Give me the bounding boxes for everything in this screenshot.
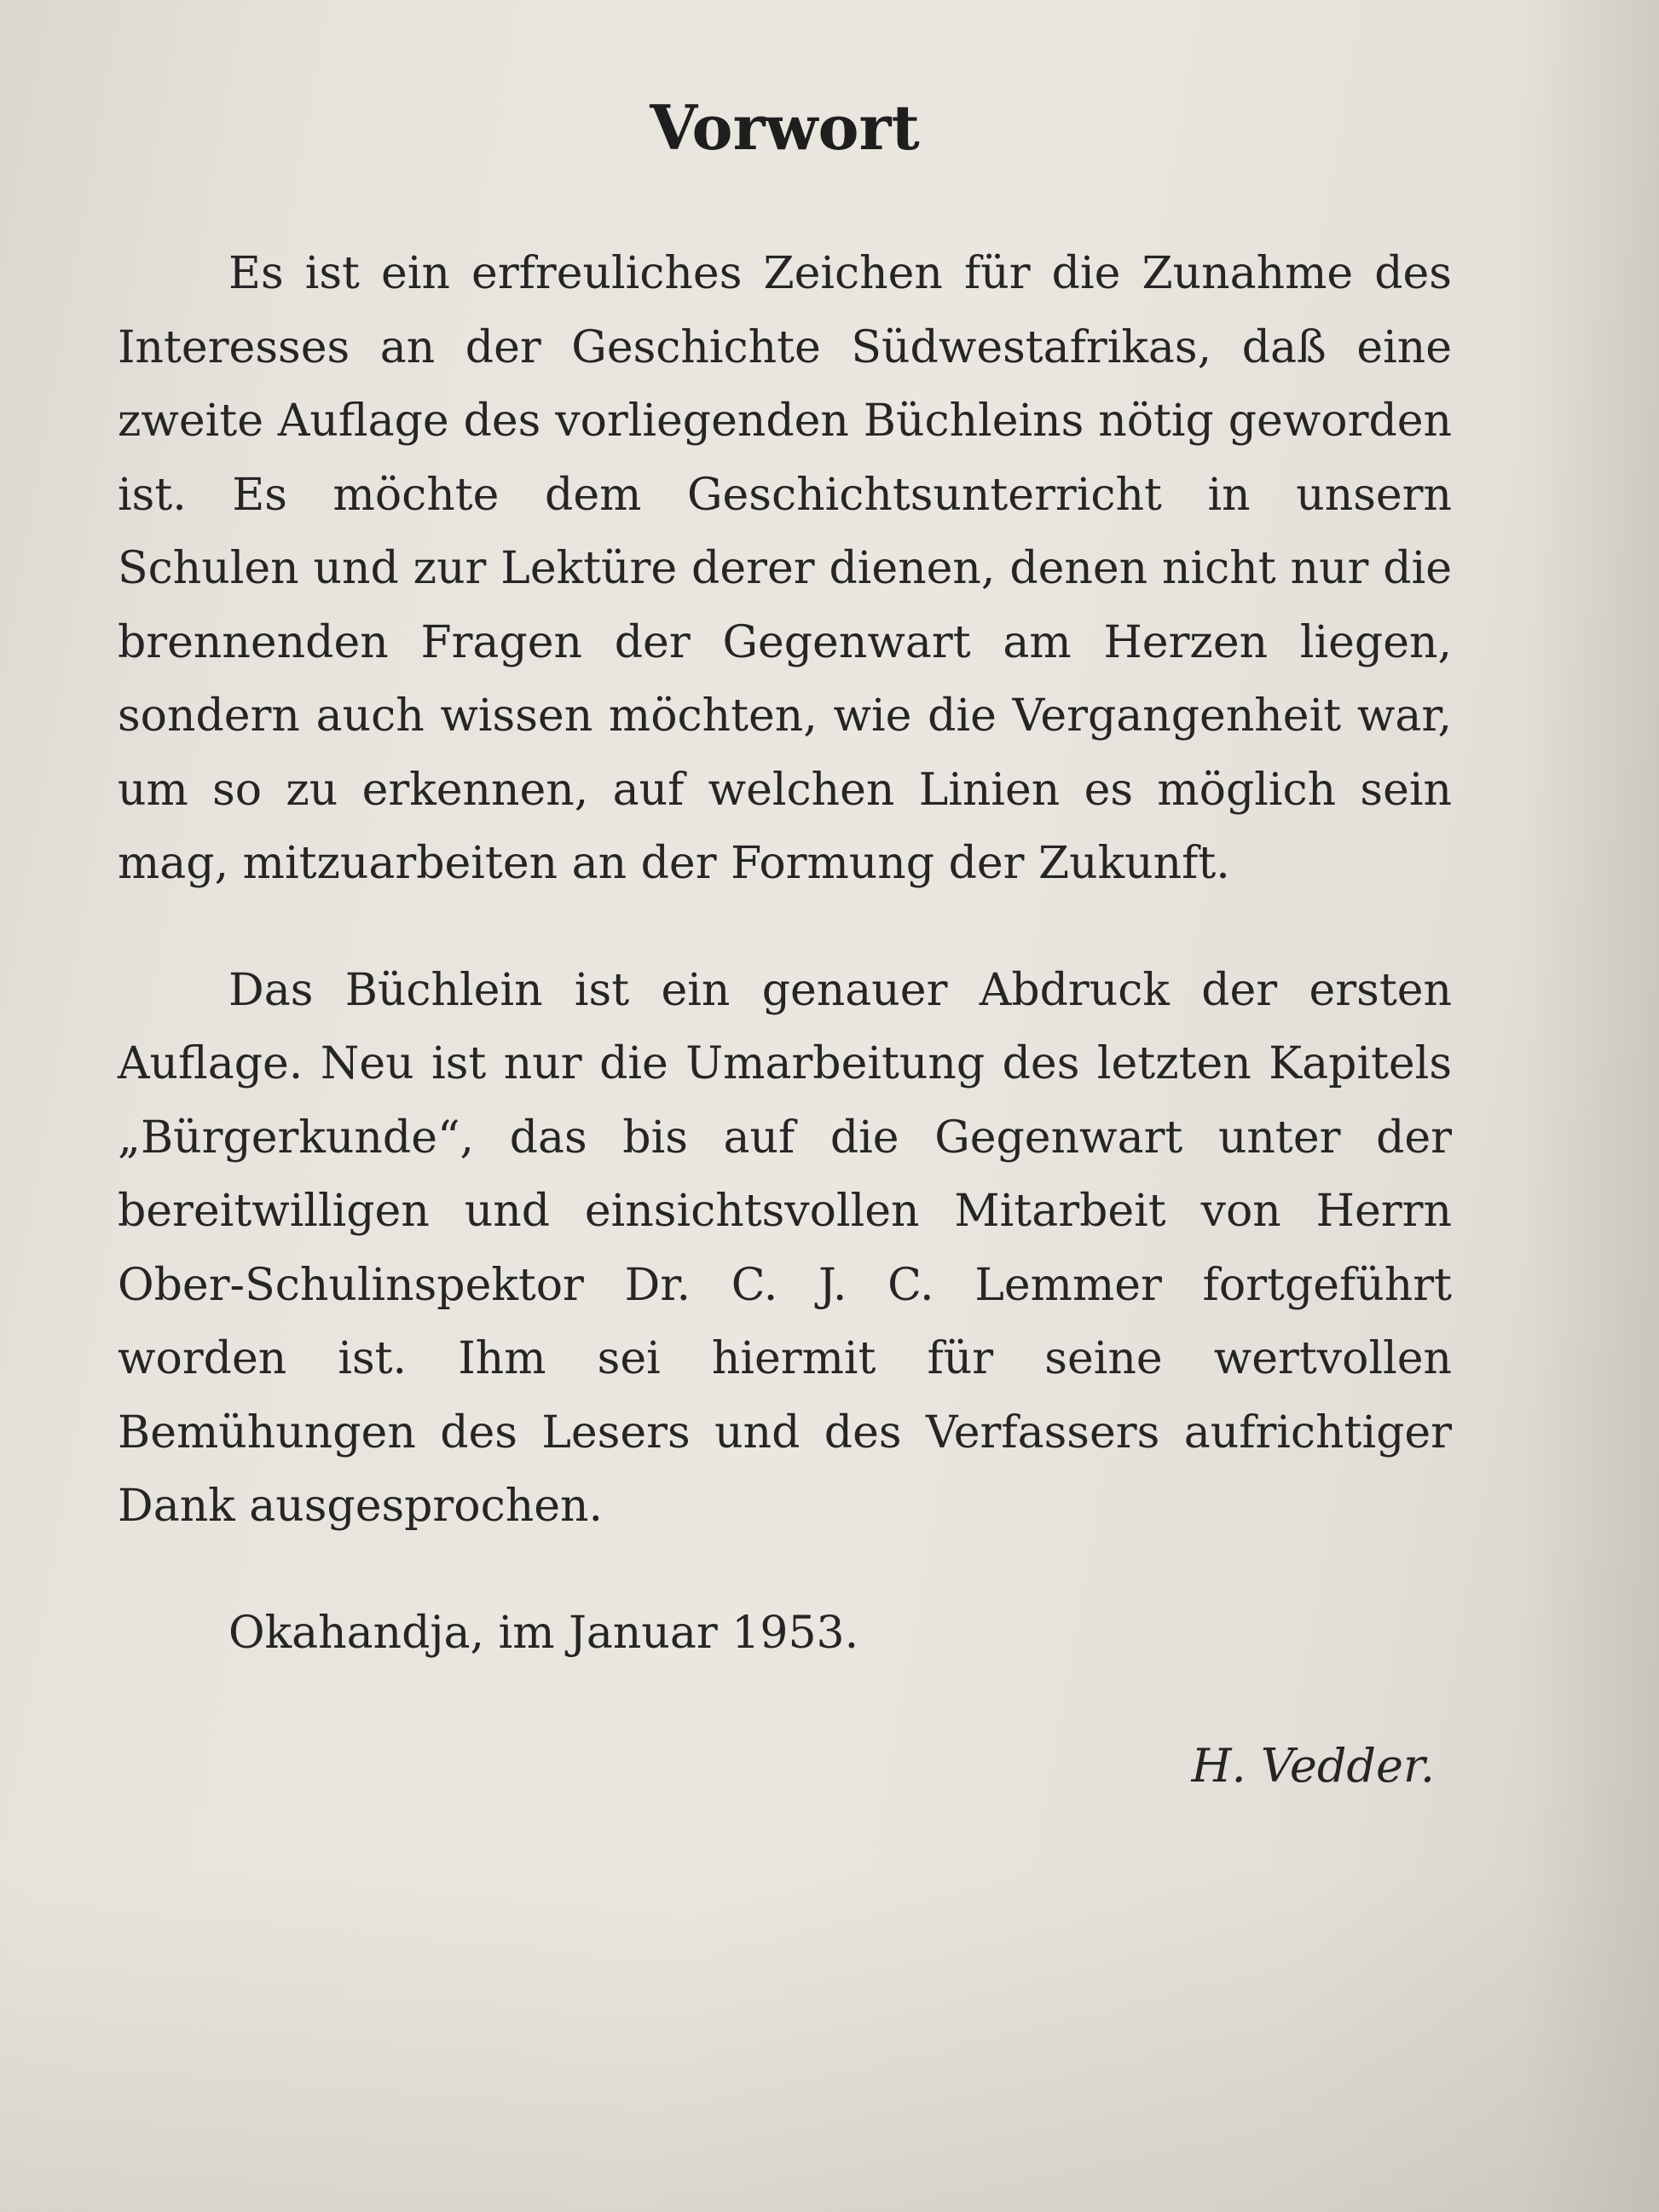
author-signature: H. Vedder. bbox=[1191, 1738, 1435, 1793]
paragraph-1: Es ist ein erfreuliches Zeichen für die Zunahme des Interesses an der Geschichte Südwestafrikas, daß eine zweite Auflage des vorliegenden Büchleins nötig geworden ist. Es möchte dem Geschichtsunterricht in unsern Schulen und zur Lektüre derer dienen, denen nicht nur die brennenden Fragen der Gegenwart am Herzen liegen, sondern auch wissen möchten, wie die Vergangenheit war, um so zu erkennen, auf welchen Linien es möglich sein mag, mitzuarbeiten an der Formung der Zukunft. bbox=[118, 248, 1452, 889]
foreword-text-block bbox=[118, 85, 1452, 1805]
page-shadow-bottom bbox=[0, 1871, 1659, 2212]
place-date-line: Okahandja, im Januar 1953. bbox=[228, 1607, 859, 1659]
paragraph-2: Das Büchlein ist ein genauer Abdruck der ersten Auflage. Neu ist nur die Umarbeitung des letzten Kapitels „Bürgerkunde“, das bis auf die Gegenwart unter der bereitwilligen und einsichtsvollen Mitarbeit von Herrn Ober-Schulinspektor Dr. C. J. C. Lemmer fortgeführt worden ist. Ihm sei hiermit für seine wertvollen Bemühungen des Lesers und des Verfassers aufrichtiger Dank ausgesprochen. bbox=[118, 964, 1452, 1532]
page-title: Vorwort bbox=[650, 91, 920, 164]
